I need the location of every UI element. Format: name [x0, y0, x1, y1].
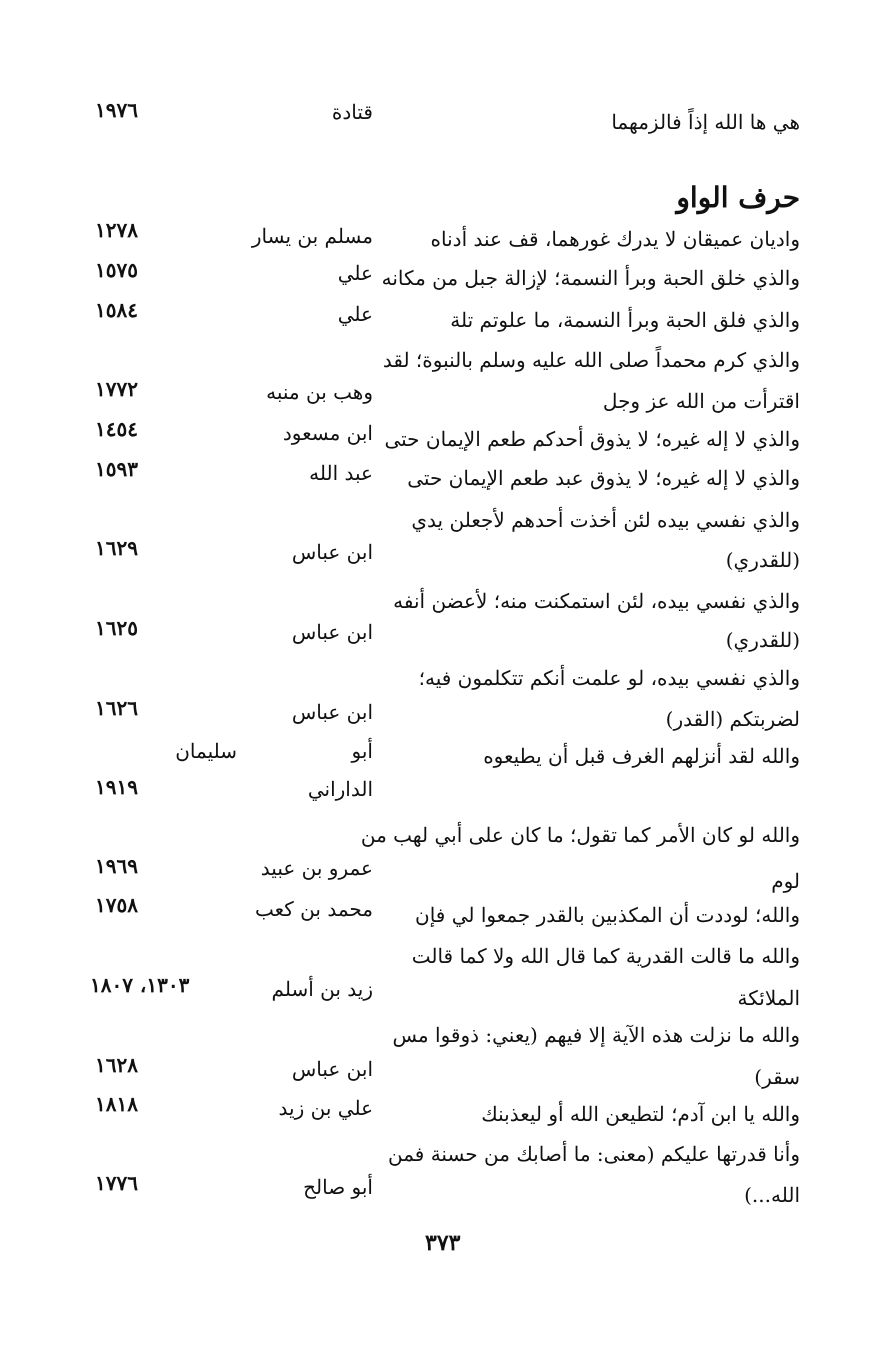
- entry-text-line1: والذي نفسي بيده لئن أخذت أحدهم لأجعلن يدي: [411, 508, 800, 532]
- entry-ref: ١٦٢٦: [95, 696, 138, 720]
- entry-ref: ١٦٢٩: [95, 536, 138, 560]
- entry-source: ابن مسعود: [282, 421, 373, 445]
- entry-ref: ١٥٨٤: [95, 298, 138, 322]
- entry-text-line2: اقترأت من الله عز وجل: [602, 389, 800, 413]
- entry-source: ابن عباس: [291, 540, 373, 564]
- entry-text: واديان عميقان لا يدرك غورهما، قف عند أدناه: [430, 227, 800, 251]
- entry-ref: ١٩١٩: [95, 775, 138, 799]
- entry-text-line1: والذي كرم محمداً صلى الله عليه وسلم بالنبوة؛ لقد: [382, 348, 800, 372]
- entry-ref: ١٦٢٨: [95, 1053, 138, 1077]
- entry-source: عبد الله: [309, 461, 373, 485]
- entry-source: أبو صالح: [303, 1175, 373, 1199]
- entry-text-line2: لوم: [771, 869, 800, 893]
- entry-text-line1: والذي نفسي بيده، لئن استمكنت منه؛ لأعضن أنفه: [393, 589, 800, 613]
- entry-source: علي: [337, 261, 373, 285]
- entry-text-line1: والله لو كان الأمر كما تقول؛ ما كان على أبي لهب من: [360, 823, 800, 847]
- entry-text: والذي لا إله غيره؛ لا يذوق عبد طعم الإيمان حتى: [407, 466, 800, 490]
- entry-source: عمرو بن عبيد: [260, 856, 373, 880]
- entry-ref: ١٦٢٥: [95, 616, 138, 640]
- entry-text: هي ها الله إذاً فالزمهما: [611, 110, 800, 134]
- entry-ref: ١٥٩٣: [95, 457, 138, 481]
- entry-text-line2: لضربتكم (القدر): [665, 707, 800, 731]
- entry-ref: ١٨١٨: [95, 1092, 138, 1116]
- entry-source: وهب بن منبه: [266, 380, 373, 404]
- entry-ref: ١٧٧٢: [95, 377, 138, 401]
- entry-text-line2: الله...): [744, 1183, 800, 1207]
- entry-text-line2: الملائكة: [737, 986, 800, 1010]
- entry-text-line2: سقر): [754, 1065, 800, 1089]
- section-heading: حرف الواو: [676, 181, 800, 214]
- entry-source: محمد بن كعب: [255, 897, 373, 921]
- entry-source: ابن عباس: [291, 1057, 373, 1081]
- entry-text: والله لقد أنزلهم الغرف قبل أن يطيعوه: [483, 744, 800, 768]
- entry-source: ابن عباس: [291, 700, 373, 724]
- entry-text-line2: (للقدري): [725, 548, 800, 572]
- entry-source: زيد بن أسلم: [271, 977, 373, 1001]
- entry-text: والذي لا إله غيره؛ لا يذوق أحدكم طعم الإيمان حتى: [384, 427, 800, 451]
- entry-source: مسلم بن يسار: [251, 224, 373, 248]
- entry-ref: ١٩٦٩: [95, 854, 138, 878]
- entry-text: والذي خلق الحبة وبرأ النسمة؛ لإزالة جبل من مكانه: [381, 266, 800, 290]
- entry-source: قتادة: [331, 100, 373, 124]
- entry-source: علي: [337, 302, 373, 326]
- entry-text-line1: والله ما قالت القدرية كما قال الله ولا كما قالت: [411, 944, 800, 968]
- entry-ref: ١٢٧٨: [95, 218, 138, 242]
- entry-source-part2: سليمان: [175, 739, 237, 763]
- entry-text-line1: والله ما نزلت هذه الآية إلا فيهم (يعني: ذوقوا مس: [392, 1023, 800, 1047]
- entry-source: ابن عباس: [291, 620, 373, 644]
- entry-source-part1: أبو: [351, 739, 373, 763]
- entry-source-line2: الداراني: [307, 777, 373, 801]
- entry-text-line2: (للقدري): [725, 628, 800, 652]
- entry-text-line1: وأنا قدرتها عليكم (معنى: ما أصابك من حسنة فمن: [388, 1142, 800, 1166]
- entry-ref: ١٩٧٦: [95, 98, 138, 122]
- entry-ref: ١٤٥٤: [95, 417, 138, 441]
- entry-ref: ١٥٧٥: [95, 258, 138, 282]
- entry-text: والذي فلق الحبة وبرأ النسمة، ما علوتم تلة: [450, 308, 800, 332]
- entry-ref: ١٣٠٣، ١٨٠٧: [90, 973, 190, 997]
- entry-text-line1: والذي نفسي بيده، لو علمت أنكم تتكلمون فيه؛: [418, 666, 800, 690]
- entry-ref: ١٧٥٨: [95, 893, 138, 917]
- entry-ref: ١٧٧٦: [95, 1171, 138, 1195]
- entry-text: والله يا ابن آدم؛ لتطيعن الله أو ليعذبنك: [481, 1102, 800, 1126]
- page-number: ٣٧٣: [425, 1230, 461, 1256]
- entry-text: والله؛ لوددت أن المكذبين بالقدر جمعوا لي فإن: [415, 903, 800, 927]
- entry-source: علي بن زيد: [278, 1096, 373, 1120]
